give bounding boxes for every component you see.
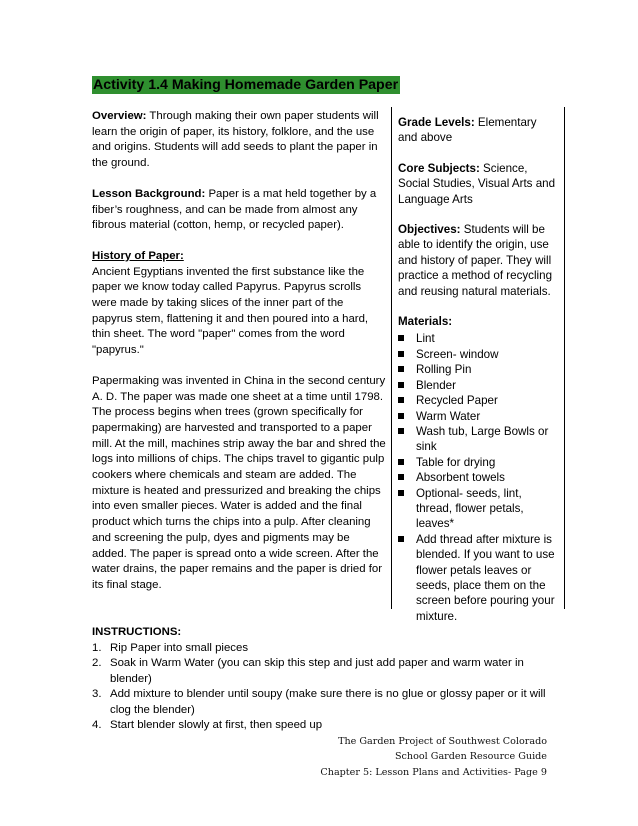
list-item <box>92 718 562 734</box>
bullet-icon <box>398 490 404 496</box>
list-item <box>92 641 562 657</box>
step-text: Rip Paper into small pieces <box>110 641 249 654</box>
instructions-section <box>92 625 562 734</box>
history-text-1: Ancient Egyptians invented the first substance like the paper we know today called Papyrus. Papyrus scrolls were made by taking slices of the inner part of the papyrus stem, flattening it and then poured into a hard, thin sheet. The word "paper" comes from the word "papyrus." <box>92 265 369 357</box>
subjects-text: Science, Social Studies, Visual Arts and Language Arts <box>398 161 556 206</box>
overview-label: Overview: <box>92 110 147 122</box>
list-item <box>398 331 558 346</box>
step-number: 2. <box>92 657 102 669</box>
step-text: Add mixture to blender until soupy (make sure there is no glue or glossy paper or it will clog the blender) <box>110 688 546 716</box>
material-text: Screen- window <box>416 347 499 361</box>
overview-text: Through making their own paper students will learn the origin of paper, its history, folklore, and the use and origins. Students will add seeds to plant the paper in the ground. <box>92 110 379 170</box>
instructions-list <box>92 641 562 734</box>
core-subjects <box>398 161 558 207</box>
list-item <box>398 424 558 455</box>
lesson-background-text: Paper is a mat held together by a fiber’s roughness, and can be made from almost any fibrous material (cotton, hemp, or recycled paper). <box>92 187 377 232</box>
lesson-background-label: Lesson Background: <box>92 187 206 200</box>
papermaking-paragraph: Papermaking was invented in China in the second century A. D. The paper was made one sheet at a time until 1798. The process begins when trees (grown specifically for papermaking) are harvested and transported to a paper mill. At the mill, machines strip away the bar and shred the logs into millions of chips. The chips travel to gigantic pulp cookers where chemicals and steam are added. The mixture is heated and pressurized and breaking the chips into even smaller pieces. Water is added and the final product which turns the chips into a pulp. After cleaning and screening the pulp, dyes and pigments may be added. The paper is spread onto a wide screen. After the water drains, the paper remains and the paper is dried for its final stage. <box>92 374 386 591</box>
footer-line-1: The Garden Project of Southwest Colorado <box>338 736 547 747</box>
instructions-heading: INSTRUCTIONS: <box>92 626 182 638</box>
list-item <box>398 455 558 470</box>
list-item <box>398 470 558 485</box>
footer-line-2: School Garden Resource Guide <box>394 751 547 763</box>
grade-label: Grade Levels: <box>398 116 475 129</box>
objectives <box>398 222 558 299</box>
list-item <box>398 378 558 393</box>
lesson-background-paragraph <box>92 187 386 234</box>
list-item <box>398 362 558 377</box>
material-text: Rolling Pin <box>416 363 472 377</box>
subjects-label: Core Subjects: <box>398 161 480 175</box>
bullet-icon <box>398 335 404 341</box>
material-text: Table for drying <box>416 455 496 469</box>
sidebar-box <box>391 107 565 623</box>
step-number: 4. <box>92 719 102 731</box>
step-number: 1. <box>92 641 102 654</box>
main-column <box>92 109 386 609</box>
list-item <box>398 532 558 624</box>
step-number: 3. <box>92 688 102 700</box>
bullet-icon <box>398 474 404 480</box>
materials-list <box>398 331 558 624</box>
history-paragraph <box>92 249 386 359</box>
grade-text: Elementary and above <box>398 116 537 145</box>
bullet-icon <box>398 536 404 542</box>
objectives-text: Students will be able to identify the origin, use and history of paper. They will practice a method of recycling and reusing natural materials. <box>398 223 553 298</box>
bullet-icon <box>398 382 404 388</box>
material-text: Lint <box>416 332 435 346</box>
material-text: Absorbent towels <box>416 471 505 485</box>
list-item <box>398 347 558 362</box>
material-text: Add thread after mixture is blended. If you want to use flower petals leaves or seeds, place them on the screen before pouring your mixture. <box>416 532 555 623</box>
objectives-label: Objectives: <box>398 223 461 237</box>
material-text: Blender <box>416 378 456 392</box>
list-item <box>92 656 562 687</box>
materials-label: Materials: <box>398 315 453 329</box>
history-heading: History of Paper: <box>92 249 184 262</box>
list-item <box>92 687 562 718</box>
grade-levels <box>398 115 558 146</box>
material-text: Optional- seeds, lint, thread, flower petals, leaves* <box>416 486 524 531</box>
list-item <box>398 486 558 532</box>
activity-title: Activity 1.4 Making Homemade Garden Paper <box>93 77 399 93</box>
bullet-icon <box>398 397 404 403</box>
overview-paragraph <box>92 109 386 172</box>
material-text: Recycled Paper <box>416 394 498 408</box>
footer-line-3: Chapter 5: Lesson Plans and Activities- Page 9 <box>320 766 547 778</box>
material-text: Warm Water <box>416 409 481 423</box>
list-item <box>398 409 558 424</box>
bullet-icon <box>398 413 404 419</box>
page-footer <box>300 734 547 780</box>
bullet-icon <box>398 351 404 357</box>
step-text: Start blender slowly at first, then speed up <box>110 719 323 731</box>
bullet-icon <box>398 366 404 372</box>
step-text: Soak in Warm Water (you can skip this step and just add paper and warm water in blender) <box>110 657 524 685</box>
bullet-icon <box>398 428 404 434</box>
list-item <box>398 393 558 408</box>
material-text: Wash tub, Large Bowls or sink <box>416 424 549 454</box>
bullet-icon <box>398 459 404 465</box>
